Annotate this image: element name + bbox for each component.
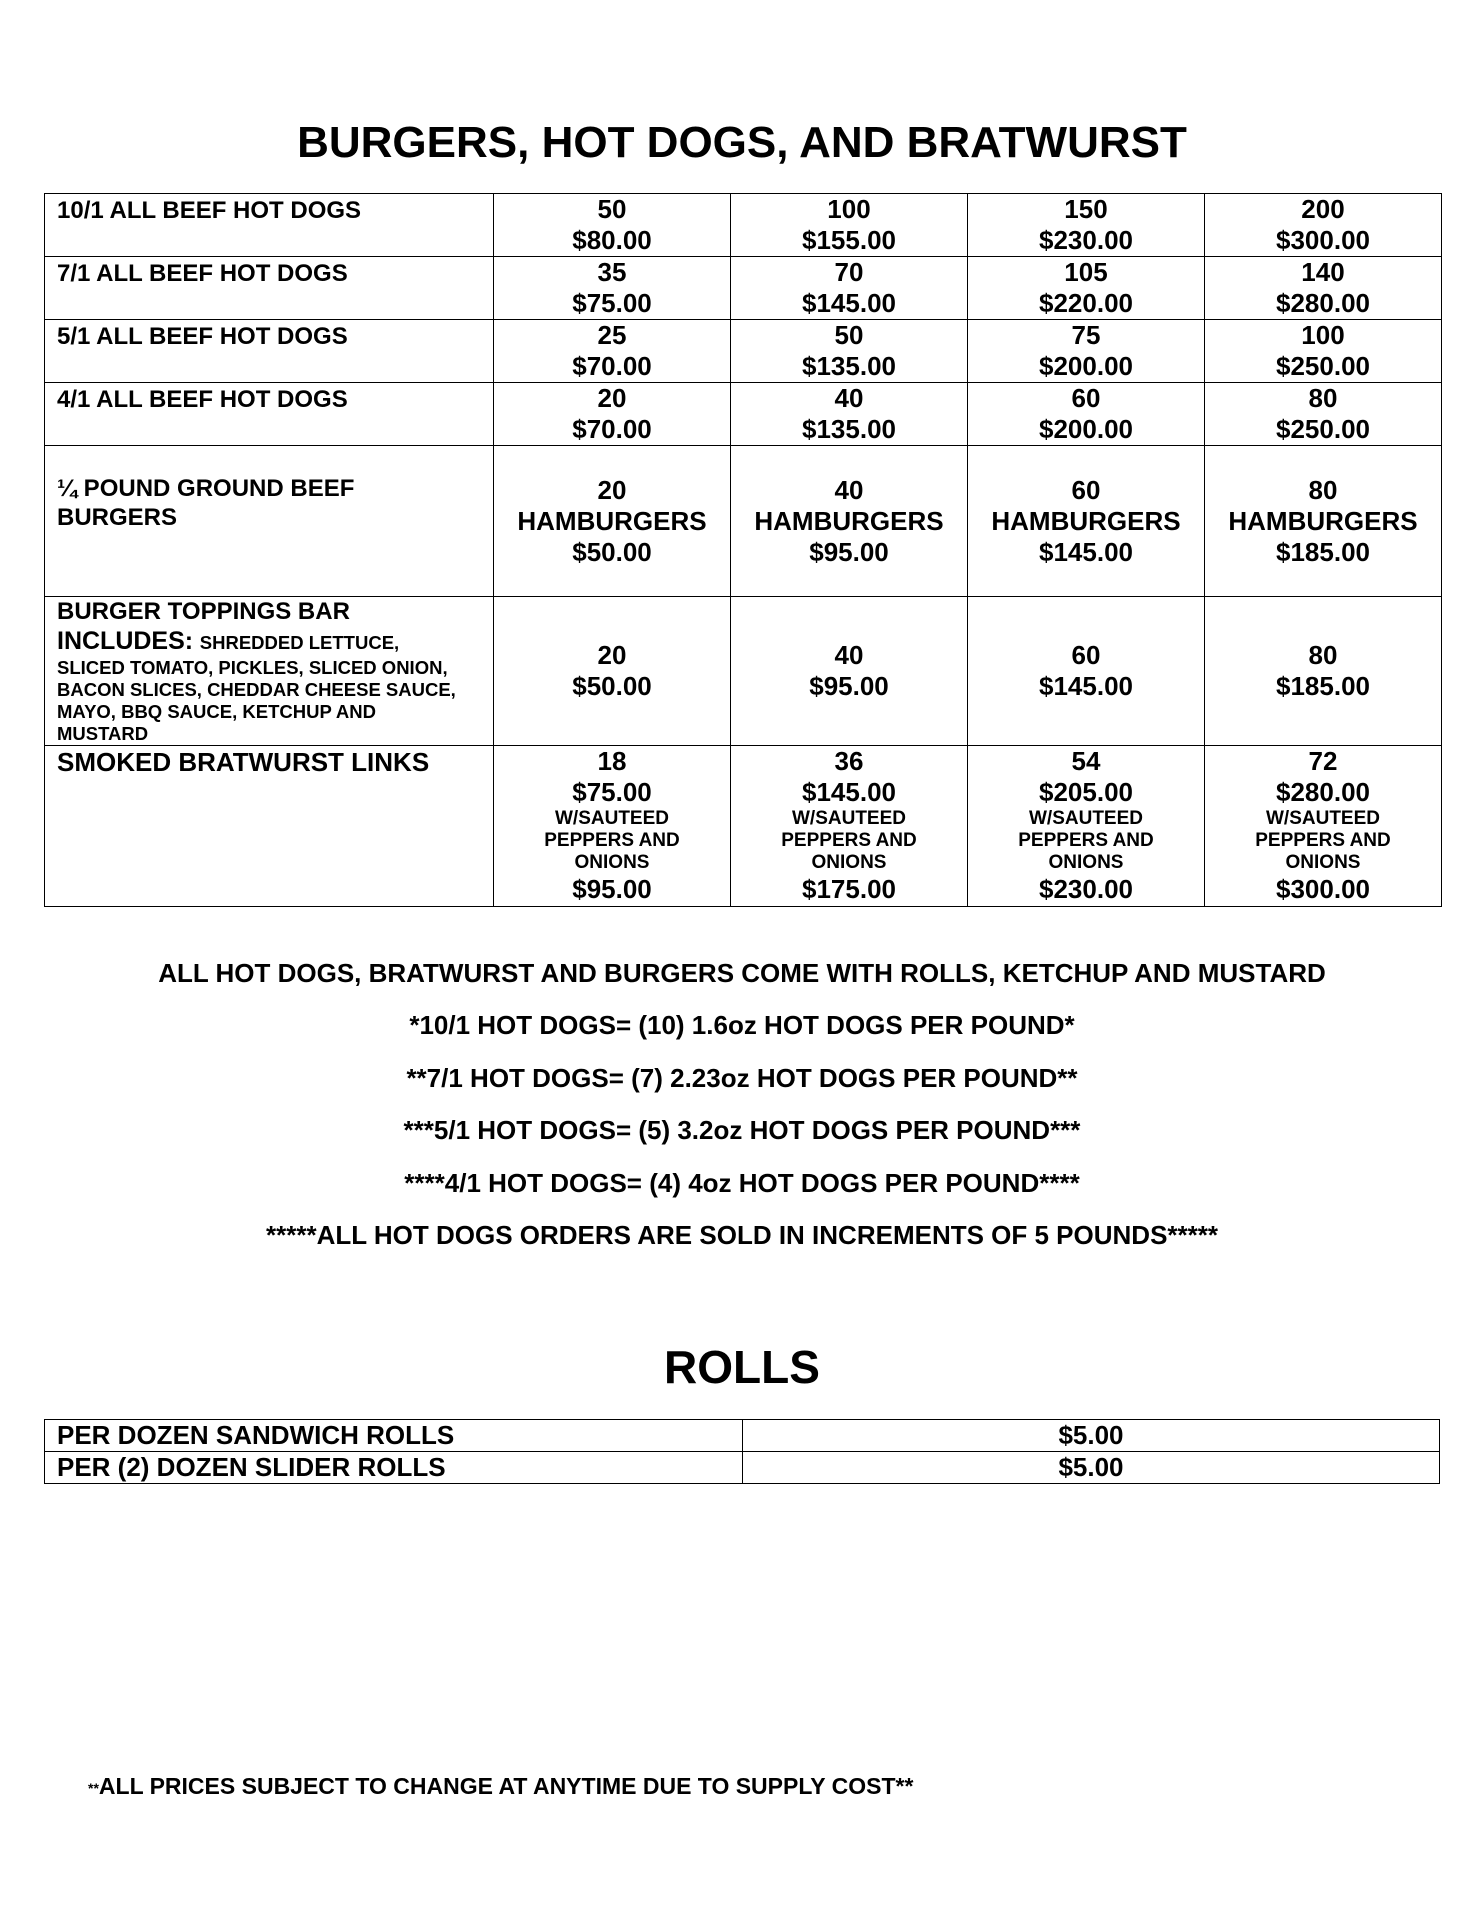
disclaimer-text: ALL PRICES SUBJECT TO CHANGE AT ANYTIME DUE TO SUPPLY COST**: [98, 1773, 914, 1799]
note-hot-dog-size: ***5/1 HOT DOGS= (5) 3.2oz HOT DOGS PER POUND***: [403, 1115, 1081, 1145]
price-cell: [1205, 257, 1442, 320]
unit: HAMBURGERS: [517, 505, 707, 536]
quantity: 80: [1308, 383, 1338, 413]
note-hot-dog-size: ****4/1 HOT DOGS= (4) 4oz HOT DOGS PER POUND****: [404, 1168, 1080, 1198]
price: $250.00: [1276, 414, 1370, 444]
price-cell: [731, 383, 968, 446]
quantity: 35: [597, 257, 627, 287]
quantity: 60: [1071, 474, 1101, 505]
quantity: 20: [597, 474, 627, 505]
price-cell: [731, 257, 968, 320]
quantity: 75: [1071, 320, 1101, 350]
price: $200.00: [1039, 351, 1133, 381]
price-cell: [494, 320, 731, 383]
price: $95.00: [809, 671, 889, 701]
price: $50.00: [572, 536, 652, 567]
price: $185.00: [1276, 671, 1370, 701]
note-hot-dog-size: *10/1 HOT DOGS= (10) 1.6oz HOT DOGS PER POUND*: [409, 1010, 1075, 1040]
disclaimer-prefix: **: [88, 1779, 99, 1796]
toppings-item-list: SLICED TOMATO, PICKLES, SLICED ONION,: [57, 657, 448, 678]
page-title: BURGERS, HOT DOGS, AND BRATWURST: [297, 118, 1187, 167]
table-row: [45, 1420, 1440, 1452]
price-cell: [1205, 320, 1442, 383]
addon-price: $230.00: [1039, 874, 1133, 904]
item-label: 7/1 ALL BEEF HOT DOGS: [45, 257, 494, 320]
burger-label-line: ¼ POUND GROUND BEEF: [57, 475, 355, 502]
addon-price: $95.00: [572, 874, 652, 904]
addon-label: ONIONS: [811, 852, 887, 873]
toppings-item-list: MUSTARD: [57, 723, 149, 744]
price: $145.00: [1039, 671, 1133, 701]
quantity: 40: [834, 640, 864, 670]
price-cell: [731, 194, 968, 257]
roll-label: PER DOZEN SANDWICH ROLLS: [45, 1420, 743, 1452]
addon-label: ONIONS: [1285, 852, 1361, 873]
quantity: 40: [834, 474, 864, 505]
quantity: 60: [1071, 640, 1101, 670]
quantity: 40: [834, 383, 864, 413]
addon-label: W/SAUTEED: [1266, 808, 1380, 829]
price: $145.00: [802, 288, 896, 318]
quantity: 200: [1301, 194, 1345, 224]
price: $185.00: [1276, 536, 1370, 567]
roll-price: $5.00: [743, 1420, 1440, 1452]
price-cell: [968, 257, 1205, 320]
addon-label: PEPPERS AND: [1255, 830, 1391, 851]
toppings-label-title: BURGER TOPPINGS BAR: [57, 598, 350, 625]
addon-label: PEPPERS AND: [544, 830, 680, 851]
table-row: [45, 597, 1442, 746]
quantity: 20: [597, 383, 627, 413]
price-cell: [731, 746, 968, 907]
quantity: 20: [597, 640, 627, 670]
price-cell: [494, 194, 731, 257]
addon-label: W/SAUTEED: [555, 808, 669, 829]
price: $75.00: [572, 288, 652, 318]
quantity: 140: [1301, 257, 1345, 287]
price: $95.00: [809, 536, 889, 567]
price-cell: [494, 383, 731, 446]
price: $230.00: [1039, 225, 1133, 255]
quantity: 80: [1308, 640, 1338, 670]
addon-label: W/SAUTEED: [792, 808, 906, 829]
toppings-item-list: SHREDDED LETTUCE,: [199, 632, 400, 653]
unit: HAMBURGERS: [991, 505, 1181, 536]
price: $145.00: [802, 777, 896, 807]
note-order-increments: *****ALL HOT DOGS ORDERS ARE SOLD IN INCREMENTS OF 5 POUNDS*****: [265, 1220, 1219, 1250]
quantity: 60: [1071, 383, 1101, 413]
price-cell: [968, 597, 1205, 746]
price-cell: [494, 446, 731, 597]
addon-label: PEPPERS AND: [1018, 830, 1154, 851]
table-row: [45, 446, 1442, 597]
price: $135.00: [802, 351, 896, 381]
item-label: [45, 597, 494, 746]
price-cell: [731, 597, 968, 746]
rolls-price-table: [44, 1419, 1440, 1484]
table-row: [45, 1452, 1440, 1484]
price: $145.00: [1039, 536, 1133, 567]
price-cell: [1205, 597, 1442, 746]
price: $75.00: [572, 777, 652, 807]
price-cell: [968, 194, 1205, 257]
burger-label-line: BURGERS: [57, 504, 178, 531]
price-cell: [731, 320, 968, 383]
unit: HAMBURGERS: [754, 505, 944, 536]
price: $205.00: [1039, 777, 1133, 807]
quantity: 50: [834, 320, 864, 350]
price-cell: [494, 257, 731, 320]
price-cell: [731, 446, 968, 597]
price-cell: [1205, 383, 1442, 446]
quantity: 25: [597, 320, 627, 350]
price-cell: [1205, 746, 1442, 907]
price: $80.00: [572, 225, 652, 255]
price-cell: [1205, 194, 1442, 257]
price: $50.00: [572, 671, 652, 701]
table-row: [45, 194, 1442, 257]
item-label: [45, 446, 494, 597]
price: $135.00: [802, 414, 896, 444]
section-title-rolls: ROLLS: [664, 1341, 820, 1393]
quantity: 36: [834, 746, 864, 776]
note-hot-dog-size: **7/1 HOT DOGS= (7) 2.23oz HOT DOGS PER POUND**: [406, 1063, 1078, 1093]
unit: HAMBURGERS: [1228, 505, 1418, 536]
table-row: [45, 257, 1442, 320]
toppings-item-list: MAYO, BBQ SAUCE, KETCHUP AND: [57, 701, 376, 722]
price: $280.00: [1276, 777, 1370, 807]
addon-label: PEPPERS AND: [781, 830, 917, 851]
price-cell: [968, 383, 1205, 446]
quantity: 100: [1301, 320, 1345, 350]
toppings-item-list: BACON SLICES, CHEDDAR CHEESE SAUCE,: [57, 679, 456, 700]
price-cell: [1205, 446, 1442, 597]
quantity: 72: [1308, 746, 1338, 776]
price-cell: [968, 320, 1205, 383]
quantity: 50: [597, 194, 627, 224]
quantity: 100: [827, 194, 871, 224]
price: $280.00: [1276, 288, 1370, 318]
price: $70.00: [572, 414, 652, 444]
quantity: 18: [597, 746, 627, 776]
addon-price: $300.00: [1276, 874, 1370, 904]
quantity: 80: [1308, 474, 1338, 505]
toppings-includes-label: INCLUDES:: [57, 627, 194, 655]
addon-label: ONIONS: [574, 852, 650, 873]
roll-price: $5.00: [743, 1452, 1440, 1484]
price-disclaimer: [88, 1773, 913, 1800]
price: $220.00: [1039, 288, 1133, 318]
price: $70.00: [572, 351, 652, 381]
table-row: [45, 746, 1442, 907]
price: $300.00: [1276, 225, 1370, 255]
quantity: 105: [1064, 257, 1108, 287]
price-cell: [494, 597, 731, 746]
price: $250.00: [1276, 351, 1370, 381]
quantity: 70: [834, 257, 864, 287]
hot-dog-burger-price-table: [44, 193, 1442, 907]
price: $200.00: [1039, 414, 1133, 444]
quantity: 150: [1064, 194, 1108, 224]
addon-price: $175.00: [802, 874, 896, 904]
quantity: 54: [1071, 746, 1101, 776]
price-cell: [968, 446, 1205, 597]
item-label: SMOKED BRATWURST LINKS: [45, 746, 494, 907]
table-row: [45, 383, 1442, 446]
price-cell: [494, 746, 731, 907]
item-label: 4/1 ALL BEEF HOT DOGS: [45, 383, 494, 446]
addon-label: ONIONS: [1048, 852, 1124, 873]
item-label: 10/1 ALL BEEF HOT DOGS: [45, 194, 494, 257]
item-label: 5/1 ALL BEEF HOT DOGS: [45, 320, 494, 383]
addon-label: W/SAUTEED: [1029, 808, 1143, 829]
table-row: [45, 320, 1442, 383]
note-rolls-included: ALL HOT DOGS, BRATWURST AND BURGERS COME WITH ROLLS, KETCHUP AND MUSTARD: [158, 958, 1326, 988]
price: $155.00: [802, 225, 896, 255]
roll-label: PER (2) DOZEN SLIDER ROLLS: [45, 1452, 743, 1484]
price-cell: [968, 746, 1205, 907]
